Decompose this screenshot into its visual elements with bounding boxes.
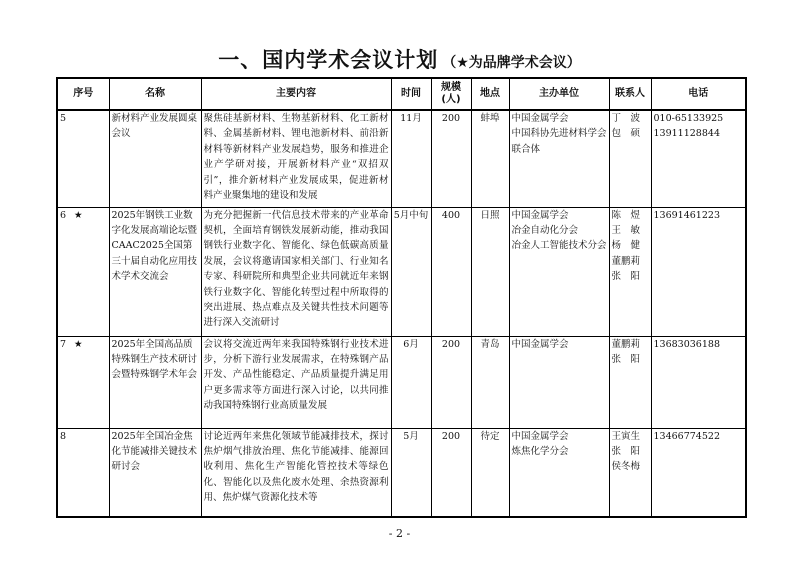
contact-name: 张 阳 xyxy=(611,271,641,283)
table-header-row xyxy=(57,78,746,110)
row-time: 6月 xyxy=(391,336,431,428)
header-content: 主要内容 xyxy=(201,78,391,110)
row-phones xyxy=(651,207,746,336)
row-name: 2025年全国冶金焦化节能减排关键技术研讨会 xyxy=(109,428,201,517)
contact-name: 包 硕 xyxy=(611,128,641,140)
row-seq xyxy=(57,336,109,428)
row-name: 新材料产业发展圆桌会议 xyxy=(109,110,201,207)
contact-name: 陈 煜 xyxy=(611,209,641,221)
row-name: 2025年全国高品质特殊钢生产技术研讨会暨特殊钢学术年会 xyxy=(109,336,201,428)
contact-name: 董鹏莉 xyxy=(611,338,641,350)
page-number: - 2 - xyxy=(388,527,411,540)
page-heading xyxy=(0,44,799,74)
row-organizer: 中国金属学会 冶金自动化分会 冶金人工智能技术分会 xyxy=(509,207,609,336)
header-name: 名称 xyxy=(109,78,201,110)
row-scale: 200 xyxy=(431,428,471,517)
phone-number: 13911128844 xyxy=(653,128,720,140)
seq-number: 8 xyxy=(60,430,67,442)
row-contacts xyxy=(609,110,651,207)
brand-star-icon: ★ xyxy=(74,338,83,350)
seq-number: 7 xyxy=(60,338,67,350)
table-row xyxy=(57,336,746,428)
page-title: 一、国内学术会议计划 xyxy=(218,48,439,72)
table-row xyxy=(57,428,746,517)
row-contacts xyxy=(609,428,651,517)
contact-name: 侯冬梅 xyxy=(611,461,641,473)
conference-plan-table xyxy=(56,77,747,518)
page-subtitle: （★为品牌学术会议） xyxy=(442,55,581,71)
row-phones xyxy=(651,428,746,517)
table-row xyxy=(57,207,746,336)
seq-number: 5 xyxy=(60,113,67,124)
row-organizer: 中国金属学会 中国科协先进材料学会联合体 xyxy=(509,110,609,207)
seq-number: 6 xyxy=(60,209,67,221)
row-content: 聚焦硅基新材料、生物基新材料、化工新材料、金属基新材料、锂电池新材料、前沿新材料等新材料产业发展趋势，服务和推进企业产学研对接，开展新材料产业“双招双引”，推介新材料产业发展成果，促进新材料产业聚集地的建设和发展 xyxy=(201,110,391,207)
header-time: 时间 xyxy=(391,78,431,110)
row-time: 5月 xyxy=(391,428,431,517)
contact-name: 杨 健 xyxy=(611,240,641,252)
brand-star-icon: ★ xyxy=(74,209,83,221)
row-organizer: 中国金属学会 炼焦化学分会 xyxy=(509,428,609,517)
phone-number: 13683036188 xyxy=(653,338,720,350)
contact-name: 张 阳 xyxy=(611,353,641,365)
row-scale: 200 xyxy=(431,336,471,428)
row-name: 2025年钢铁工业数字化发展高端论坛暨CAAC2025全国第三十届自动化应用技术学术交流会 xyxy=(109,207,201,336)
header-seq: 序号 xyxy=(57,78,109,110)
row-phones xyxy=(651,110,746,207)
row-time: 5月中旬 xyxy=(391,207,431,336)
phone-number: 13466774522 xyxy=(653,430,720,442)
row-contacts xyxy=(609,207,651,336)
row-place: 日照 xyxy=(471,207,509,336)
row-seq xyxy=(57,110,109,207)
row-place: 青岛 xyxy=(471,336,509,428)
header-phone: 电话 xyxy=(651,78,746,110)
phone-number: 010-65133925 xyxy=(653,113,724,124)
header-organizer: 主办单位 xyxy=(509,78,609,110)
contact-name: 董鹏莉 xyxy=(611,255,641,267)
header-place: 地点 xyxy=(471,78,509,110)
contact-name: 王 敏 xyxy=(611,224,641,236)
row-content: 为充分把握新一代信息技术带来的产业革命契机，全面培育钢铁发展新动能，推动我国钢铁行业数字化、智能化、绿色低碳高质量发展，会议将邀请国家相关部门、行业知名专家、科研院所和典型企业共同就近年来钢铁行业数字化、智能化转型过程中所取得的突出进展、热点难点及关键共性技术问题等进行深入交流研讨 xyxy=(201,207,391,336)
contact-name: 张 阳 xyxy=(611,445,641,457)
row-seq xyxy=(57,207,109,336)
row-scale: 200 xyxy=(431,110,471,207)
header-scale: 规模(人) xyxy=(431,78,471,110)
row-time: 11月 xyxy=(391,110,431,207)
header-contact: 联系人 xyxy=(609,78,651,110)
row-place: 待定 xyxy=(471,428,509,517)
row-organizer: 中国金属学会 xyxy=(509,336,609,428)
row-place: 蚌埠 xyxy=(471,110,509,207)
row-seq xyxy=(57,428,109,517)
contact-name: 王寅生 xyxy=(611,430,641,442)
phone-number: 13691461223 xyxy=(653,209,720,221)
contact-name: 丁 波 xyxy=(611,113,641,124)
row-content: 讨论近两年来焦化领域节能减排技术，探讨焦炉烟气排放治理、焦化节能减排、能源回收利用、焦化生产智能化管控技术等绿色化、智能化以及焦化废水处理、余热资源利用、焦炉煤气资源化技术等 xyxy=(201,428,391,517)
table-row xyxy=(57,110,746,207)
row-phones xyxy=(651,336,746,428)
row-scale: 400 xyxy=(431,207,471,336)
row-content: 会议将交流近两年来我国特殊钢行业技术进步，分析下游行业发展需求，在特殊钢产品开发、产品性能稳定、产品质量提升满足用户更多需求等方面进行深入讨论，以共同推动我国特殊钢行业高质量发展 xyxy=(201,336,391,428)
row-contacts xyxy=(609,336,651,428)
